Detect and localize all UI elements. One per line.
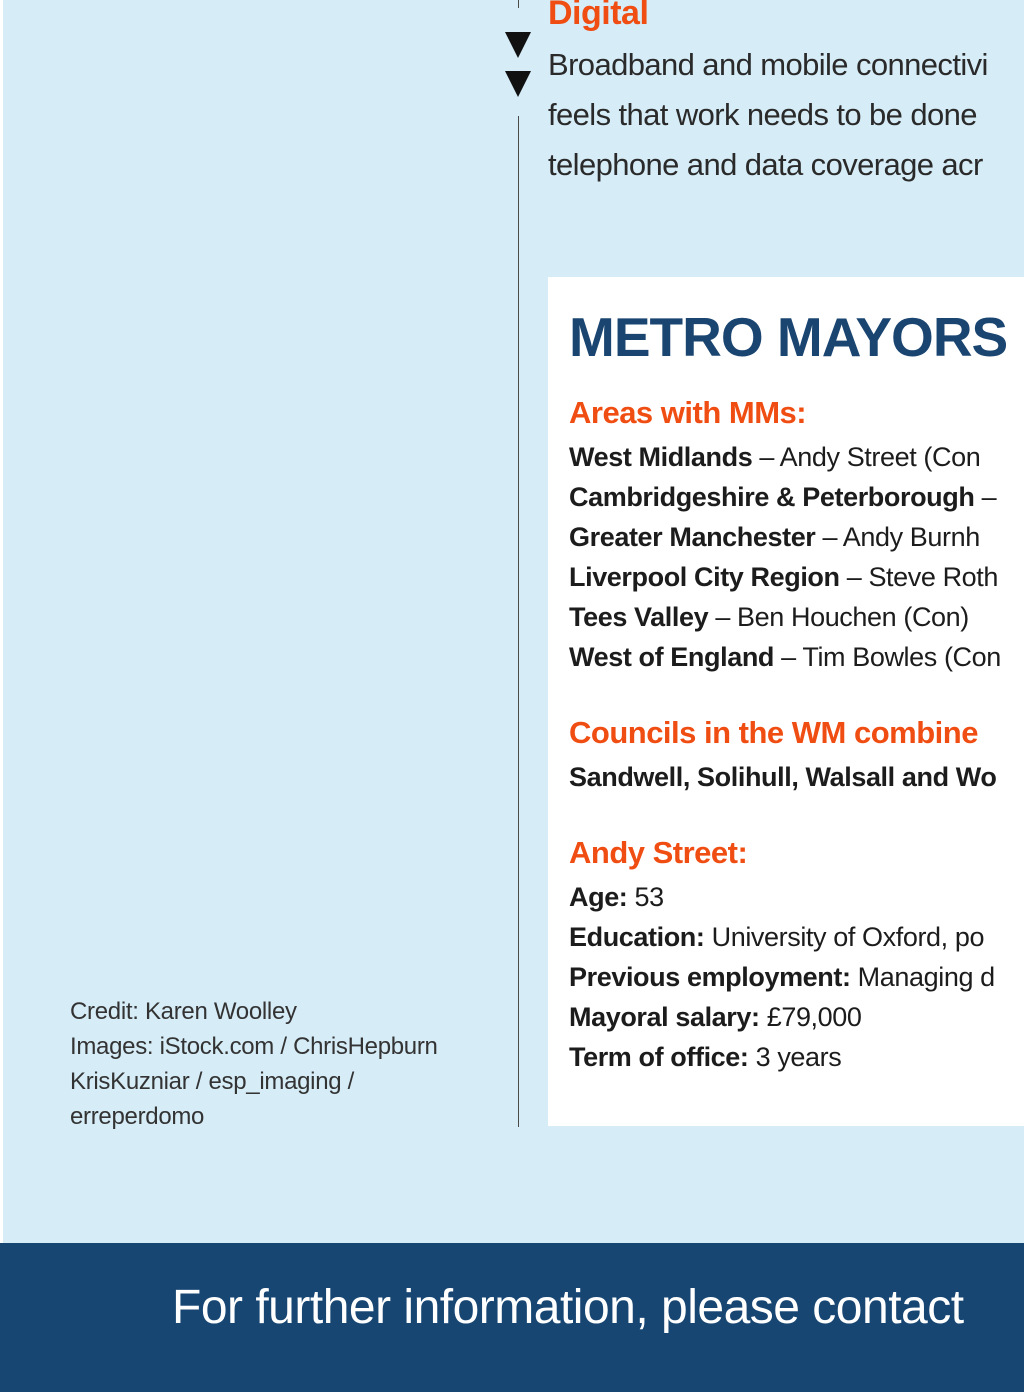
fact-label: Previous employment: xyxy=(569,962,851,992)
area-mayor: – Ben Houchen (Con) xyxy=(708,602,969,632)
area-mayor: – Tim Bowles (Con xyxy=(774,642,1001,672)
panel-title: METRO MAYORS xyxy=(569,306,1008,368)
fact-item xyxy=(569,1037,841,1077)
area-mayor: – Steve Roth xyxy=(839,562,999,592)
down-arrow-icon xyxy=(505,32,531,58)
fact-value: University of Oxford, po xyxy=(704,922,985,952)
fact-label: Mayoral salary: xyxy=(569,1002,760,1032)
councils-heading: Councils in the WM combine xyxy=(569,715,978,750)
area-item xyxy=(569,517,980,557)
area-mayor: – Andy Street (Con xyxy=(752,442,981,472)
footer-contact-text: For further information, please contact xyxy=(172,1281,964,1334)
credit-line: KrisKuzniar / esp_imaging / xyxy=(70,1068,355,1095)
fact-item xyxy=(569,877,664,917)
councils-text: Sandwell, Solihull, Walsall and Wo xyxy=(569,762,997,792)
councils-list xyxy=(569,757,996,797)
digital-paragraph xyxy=(548,40,1024,190)
footer-banner xyxy=(0,1243,1024,1392)
image-credits xyxy=(70,994,438,1134)
areas-heading: Areas with MMs: xyxy=(569,395,807,430)
credit-line: Credit: Karen Woolley xyxy=(70,998,297,1025)
fact-value: £79,000 xyxy=(759,1002,862,1032)
fact-value: 53 xyxy=(627,882,664,912)
credit-line: Images: iStock.com / ChrisHepburn xyxy=(70,1033,438,1060)
down-arrow-icon xyxy=(505,71,531,97)
digital-line: Broadband and mobile connectivi xyxy=(548,47,988,82)
area-item xyxy=(569,597,969,637)
area-item xyxy=(569,437,980,477)
fact-value: Managing d xyxy=(850,962,995,992)
area-region: Cambridgeshire & Peterborough xyxy=(569,482,975,512)
fact-value: 3 years xyxy=(748,1042,842,1072)
digital-line: feels that work needs to be done xyxy=(548,97,977,132)
area-region: Liverpool City Region xyxy=(569,562,840,592)
area-mayor: – Andy Burnh xyxy=(815,522,980,552)
area-region: West of England xyxy=(569,642,775,672)
fact-label: Education: xyxy=(569,922,705,952)
area-item xyxy=(569,637,1001,677)
area-region: West Midlands xyxy=(569,442,753,472)
metro-mayors-panel xyxy=(548,277,1024,1126)
fact-item xyxy=(569,997,862,1037)
page-edge xyxy=(0,0,3,1243)
digital-heading: Digital xyxy=(548,0,649,32)
divider-line xyxy=(518,116,519,1127)
area-item xyxy=(569,557,998,597)
andy-street-heading: Andy Street: xyxy=(569,835,748,870)
area-item xyxy=(569,477,996,517)
digital-line: telephone and data coverage acr xyxy=(548,147,983,182)
area-mayor: – xyxy=(974,482,997,512)
divider-line-top xyxy=(518,0,519,8)
credit-line: erreperdomo xyxy=(70,1103,205,1130)
fact-label: Term of office: xyxy=(569,1042,749,1072)
area-region: Tees Valley xyxy=(569,602,709,632)
area-region: Greater Manchester xyxy=(569,522,816,552)
fact-item xyxy=(569,957,995,997)
fact-label: Age: xyxy=(569,882,628,912)
fact-item xyxy=(569,917,984,957)
